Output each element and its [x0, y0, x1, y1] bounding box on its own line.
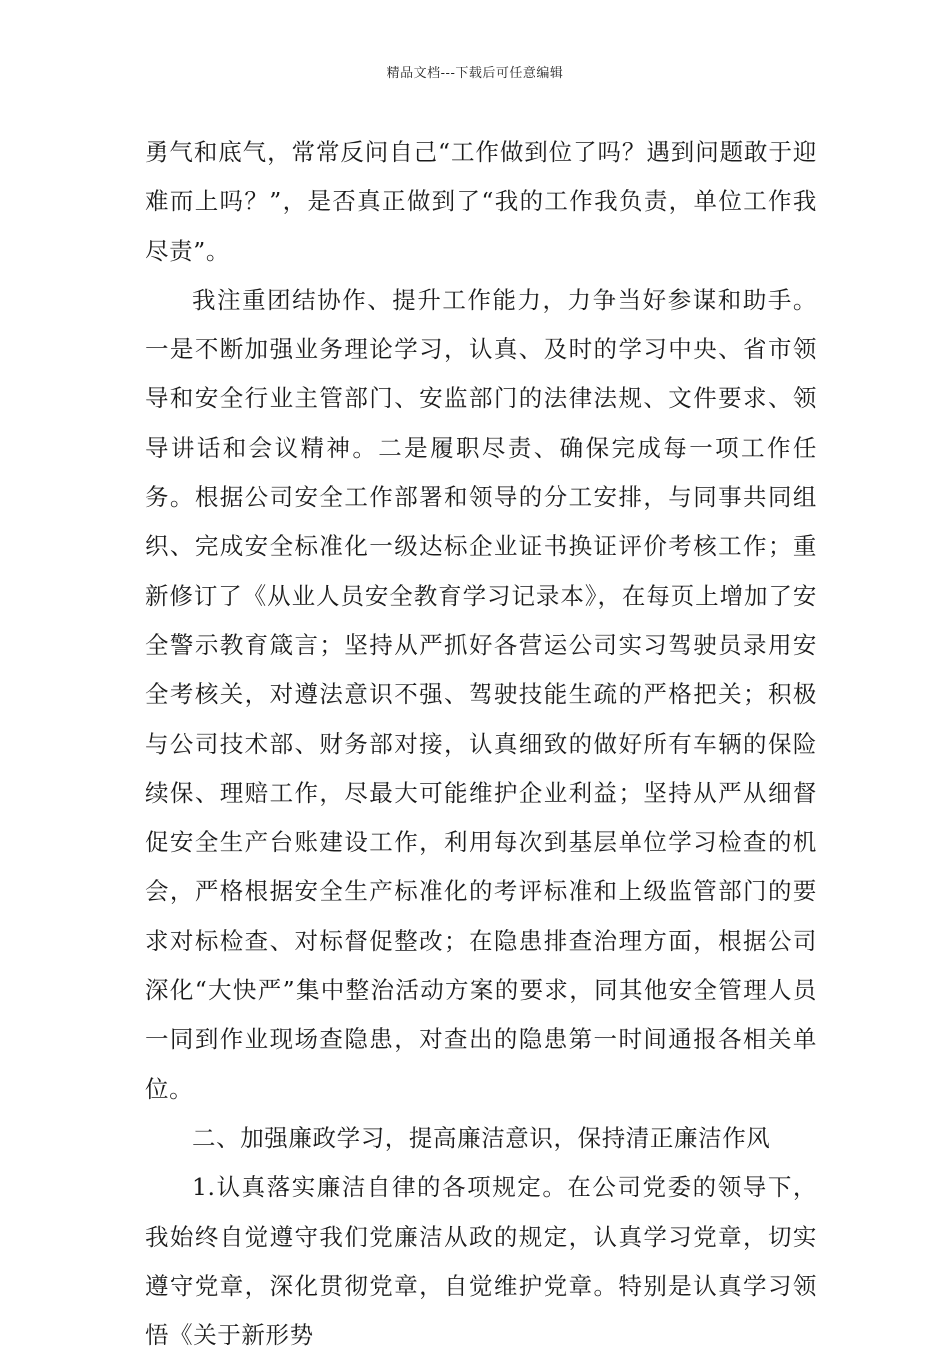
paragraph-integrity-rules: 1.认真落实廉洁自律的各项规定。在公司党委的领导下，我始终自觉遵守我们党廉洁从政的规定，认真学习党章，切实遵守党章，深化贯彻党章，自觉维护党章。特别是认真学习领悟《关于新形势 — [145, 1173, 817, 1350]
paragraph-work-ability: 我注重团结协作、提升工作能力，力争当好参谋和助手。一是不断加强业务理论学习，认真、及时的学习中央、省市领导和安全行业主管部门、安监部门的法律法规、文件要求、领导讲话和会议精神。二是履职尽责、确保完成每一项工作任务。根据公司安全工作部署和领导的分工安排，与同事共同组织、完成安全标准化一级达标企业证书换证评价考核工作；重新修订了《从业人员安全教育学习记录本》，在每页上增加了安全警示教育箴言；坚持从严抓好各营运公司实习驾驶员录用安全考核关，对遵法意识不强、驾驶技能生疏的严格把关；积极与公司技术部、财务部对接，认真细致的做好所有车辆的保险续保、理赔工作，尽最大可能维护企业利益；坚持从严从细督促安全生产台账建设工作，利用每次到基层单位学习检查的机会，严格根据安全生产标准化的考评标准和上级监管部门的要求对标检查、对标督促整改；在隐患排查治理方面，根据公司深化“大快严”集中整治活动方案的要求，同其他安全管理人员一同到作业现场查隐患，对查出的隐患第一时间通报各相关单位。 — [145, 285, 817, 1103]
section-heading-integrity: 二、加强廉政学习，提高廉洁意识，保持清正廉洁作风 — [192, 1123, 771, 1152]
page-header: 精品文档---下载后可任意编辑 — [386, 66, 564, 81]
paragraph-continuation: 勇气和底气，常常反问自己“工作做到位了吗？遇到问题敢于迎难而上吗？”，是否真正做到了“我的工作我负责，单位工作我尽责”。 — [145, 138, 817, 265]
document-body — [145, 128, 817, 1360]
